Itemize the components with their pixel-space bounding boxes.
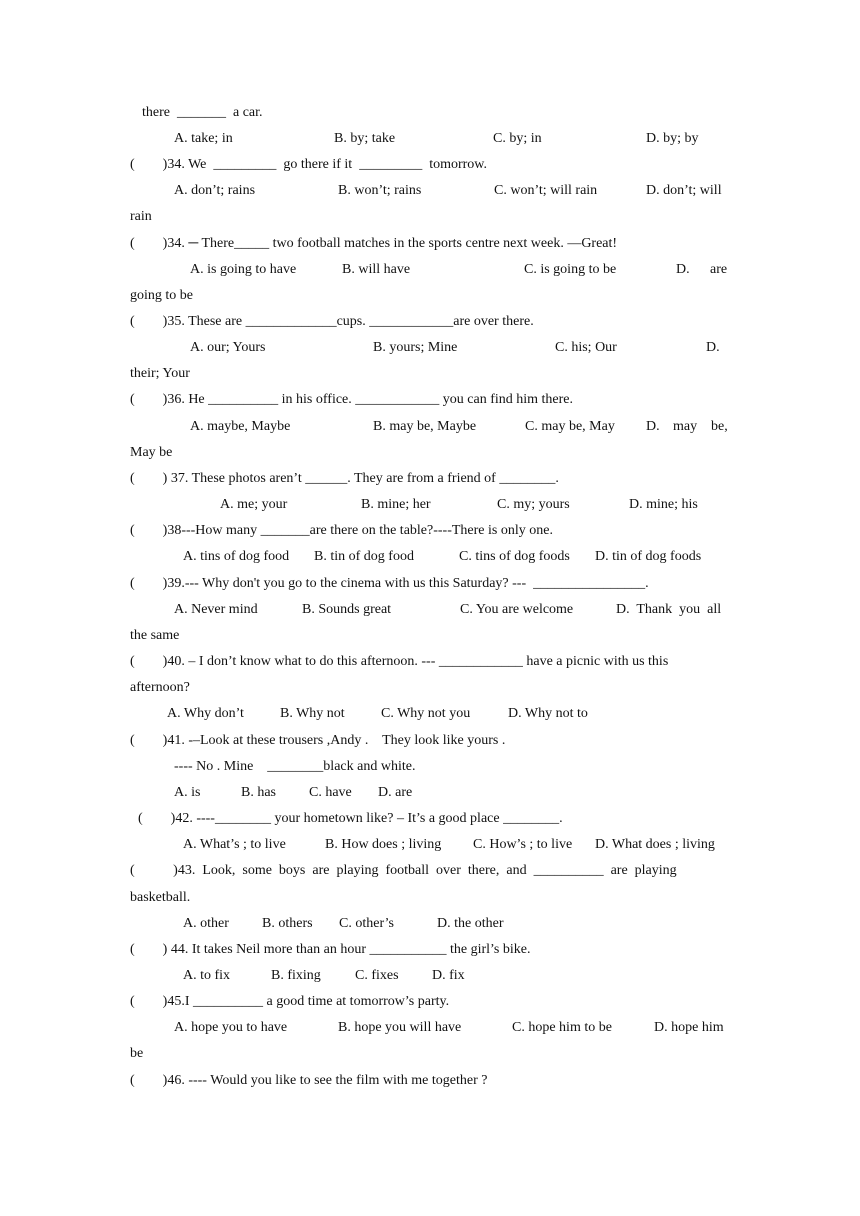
question-wrap: basketball. xyxy=(130,890,191,905)
question-40: ( )40. – I don’t know what to do this afternoon. --- ____________ have a picnic with us this xyxy=(130,654,669,669)
option-wrap: be xyxy=(130,1046,144,1061)
option-a: A. take; in xyxy=(174,131,233,146)
question-44: ( ) 44. It takes Neil more than an hour ___________ the girl’s bike. xyxy=(130,942,531,957)
option-b: B. Sounds great xyxy=(302,602,392,617)
option-a: A. What’s ; to live xyxy=(183,837,286,852)
option-b: B. hope you will have xyxy=(338,1020,462,1035)
question-37: ( ) 37. These photos aren’t ______. They are from a friend of ________. xyxy=(130,471,559,486)
option-c: C. my; yours xyxy=(497,497,570,512)
option-c: C. may be, May xyxy=(525,419,615,434)
option-d: D. What does ; living xyxy=(595,837,715,852)
question-45: ( )45.I __________ a good time at tomorrow’s party. xyxy=(130,994,450,1009)
option-wrap: May be xyxy=(130,445,173,460)
option-c: C. hope him to be xyxy=(512,1020,612,1035)
option-a: A. Why don’t xyxy=(167,706,244,721)
question-43: ( )43. Look, some boys are playing football over there, and __________ are playing xyxy=(130,863,677,878)
option-b: B. How does ; living xyxy=(325,837,442,852)
question-continuation: there _______ a car. xyxy=(142,105,263,120)
option-d: D. the other xyxy=(437,916,504,931)
option-wrap: the same xyxy=(130,628,180,643)
option-b: B. Why not xyxy=(280,706,345,721)
option-d: D. mine; his xyxy=(629,497,698,512)
option-c: C. won’t; will rain xyxy=(494,183,598,198)
option-d: D. are xyxy=(378,785,413,800)
option-wrap: their; Your xyxy=(130,366,190,381)
question-34b: ( )34. ─ There_____ two football matches in the sports centre next week. —Great! xyxy=(130,236,618,251)
option-wrap: going to be xyxy=(130,288,193,303)
option-b: B. may be, Maybe xyxy=(373,419,477,434)
option-a: A. is going to have xyxy=(190,262,297,277)
option-a: A. is xyxy=(174,785,201,800)
option-d: D. don’t; will xyxy=(646,183,722,198)
question-35: ( )35. These are _____________cups. ____________are over there. xyxy=(130,314,534,329)
option-d: D. Thank you all xyxy=(616,602,722,617)
option-d: D. xyxy=(646,419,660,434)
option-c: C. is going to be xyxy=(524,262,617,277)
option-wrap: rain xyxy=(130,209,152,224)
option-a: A. hope you to have xyxy=(174,1020,288,1035)
dialogue-line: ---- No . Mine ________black and white. xyxy=(174,759,416,774)
option-a: A. maybe, Maybe xyxy=(190,419,291,434)
option-a: A. other xyxy=(183,916,229,931)
option-a: A. our; Yours xyxy=(190,340,266,355)
option-d: D. fix xyxy=(432,968,465,983)
option-b: B. fixing xyxy=(271,968,321,983)
option-c: C. You are welcome xyxy=(460,602,574,617)
question-39: ( )39.--- Why don't you go to the cinema with us this Saturday? --- ________________. xyxy=(130,576,649,591)
option-d-text: be, xyxy=(711,419,728,434)
option-a: A. don’t; rains xyxy=(174,183,256,198)
option-b: B. yours; Mine xyxy=(373,340,458,355)
option-d: D. by; by xyxy=(646,131,699,146)
option-a: A. tins of dog food xyxy=(183,549,290,564)
option-d: D. tin of dog foods xyxy=(595,549,702,564)
option-c: C. other’s xyxy=(339,916,394,931)
option-d: D. xyxy=(676,262,690,277)
question-46: ( )46. ---- Would you like to see the film with me together ? xyxy=(130,1073,488,1088)
option-b: B. will have xyxy=(342,262,411,277)
option-b: B. won’t; rains xyxy=(338,183,422,198)
option-c: C. How’s ; to live xyxy=(473,837,573,852)
option-b: B. mine; her xyxy=(361,497,431,512)
question-42: ( )42. ----________ your hometown like? – It’s a good place ________. xyxy=(138,811,563,826)
option-b: B. by; take xyxy=(334,131,396,146)
question-34a: ( )34. We _________ go there if it _________ tomorrow. xyxy=(130,157,487,172)
option-d-text: are xyxy=(710,262,728,277)
option-b: B. others xyxy=(262,916,313,931)
option-c: C. by; in xyxy=(493,131,542,146)
option-a: A. to fix xyxy=(183,968,231,983)
option-c: C. have xyxy=(309,785,352,800)
option-d: D. xyxy=(706,340,720,355)
option-b: B. tin of dog food xyxy=(314,549,414,564)
option-b: B. has xyxy=(241,785,276,800)
option-d-text: may xyxy=(673,419,698,434)
question-38: ( )38---How many _______are there on the table?----There is only one. xyxy=(130,523,553,538)
question-41: ( )41. -–Look at these trousers ,Andy . They look like yours . xyxy=(130,733,506,748)
option-d: D. hope him xyxy=(654,1020,724,1035)
option-c: C. Why not you xyxy=(381,706,471,721)
option-a: A. me; your xyxy=(220,497,288,512)
option-c: C. his; Our xyxy=(555,340,617,355)
question-36: ( )36. He __________ in his office. ____________ you can find him there. xyxy=(130,392,574,407)
option-c: C. fixes xyxy=(355,968,399,983)
question-wrap: afternoon? xyxy=(130,680,190,695)
option-a: A. Never mind xyxy=(174,602,258,617)
option-c: C. tins of dog foods xyxy=(459,549,570,564)
option-d: D. Why not to xyxy=(508,706,588,721)
